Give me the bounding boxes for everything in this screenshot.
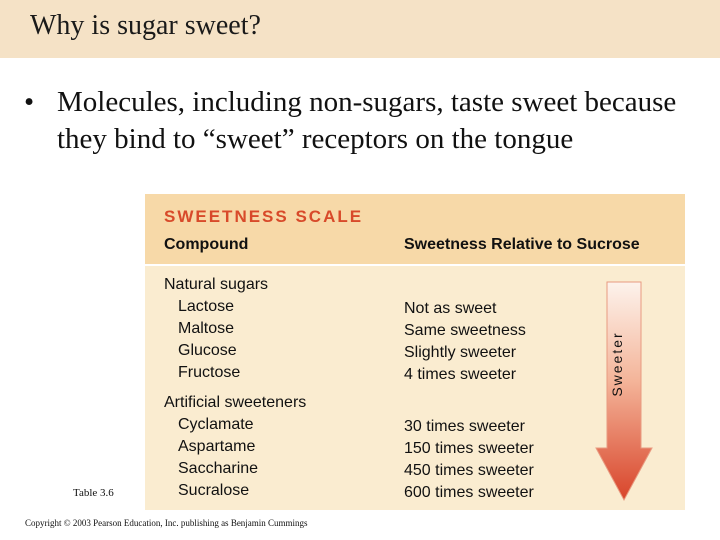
column-header-relative-sweetness: Sweetness Relative to Sucrose bbox=[404, 236, 640, 253]
scale-title: SWEETNESS SCALE bbox=[164, 207, 364, 226]
sweetness-value: Same sweetness bbox=[404, 322, 526, 339]
sweetness-scale-table bbox=[145, 194, 685, 510]
sweetness-value: Not as sweet bbox=[404, 300, 497, 317]
compound-name: Glucose bbox=[178, 342, 237, 359]
compound-name: Maltose bbox=[178, 320, 235, 337]
table-caption: Table 3.6 bbox=[73, 487, 114, 499]
copyright-notice: Copyright © 2003 Pearson Education, Inc. publishing as Benjamin Cummings bbox=[25, 518, 308, 528]
slide-title: Why is sugar sweet? bbox=[30, 10, 261, 41]
bullet-marker: • bbox=[24, 86, 35, 118]
sweetness-value: 4 times sweeter bbox=[404, 366, 517, 383]
group-artificial-sweeteners: Artificial sweeteners bbox=[164, 394, 307, 411]
title-bar bbox=[0, 0, 720, 58]
bullet-point bbox=[24, 84, 704, 158]
sweetness-value: 150 times sweeter bbox=[404, 440, 534, 457]
compound-name: Cyclamate bbox=[178, 416, 254, 433]
column-header-compound: Compound bbox=[164, 236, 249, 253]
sweetness-value: 450 times sweeter bbox=[404, 462, 534, 479]
compound-name: Sucralose bbox=[178, 482, 250, 499]
sweeter-label: Sweeter bbox=[609, 331, 625, 397]
sweetness-value: Slightly sweeter bbox=[404, 344, 517, 361]
bullet-text: Molecules, including non-sugars, taste sweet because they bind to “sweet” receptors on the tongue bbox=[57, 86, 677, 155]
compound-name: Fructose bbox=[178, 364, 241, 381]
header-divider bbox=[145, 264, 685, 266]
compound-name: Saccharine bbox=[178, 460, 259, 477]
sweetness-value: 30 times sweeter bbox=[404, 418, 525, 435]
sweetness-value: 600 times sweeter bbox=[404, 484, 534, 501]
group-natural-sugars: Natural sugars bbox=[164, 276, 269, 293]
compound-name: Lactose bbox=[178, 298, 235, 315]
compound-name: Aspartame bbox=[178, 438, 256, 455]
